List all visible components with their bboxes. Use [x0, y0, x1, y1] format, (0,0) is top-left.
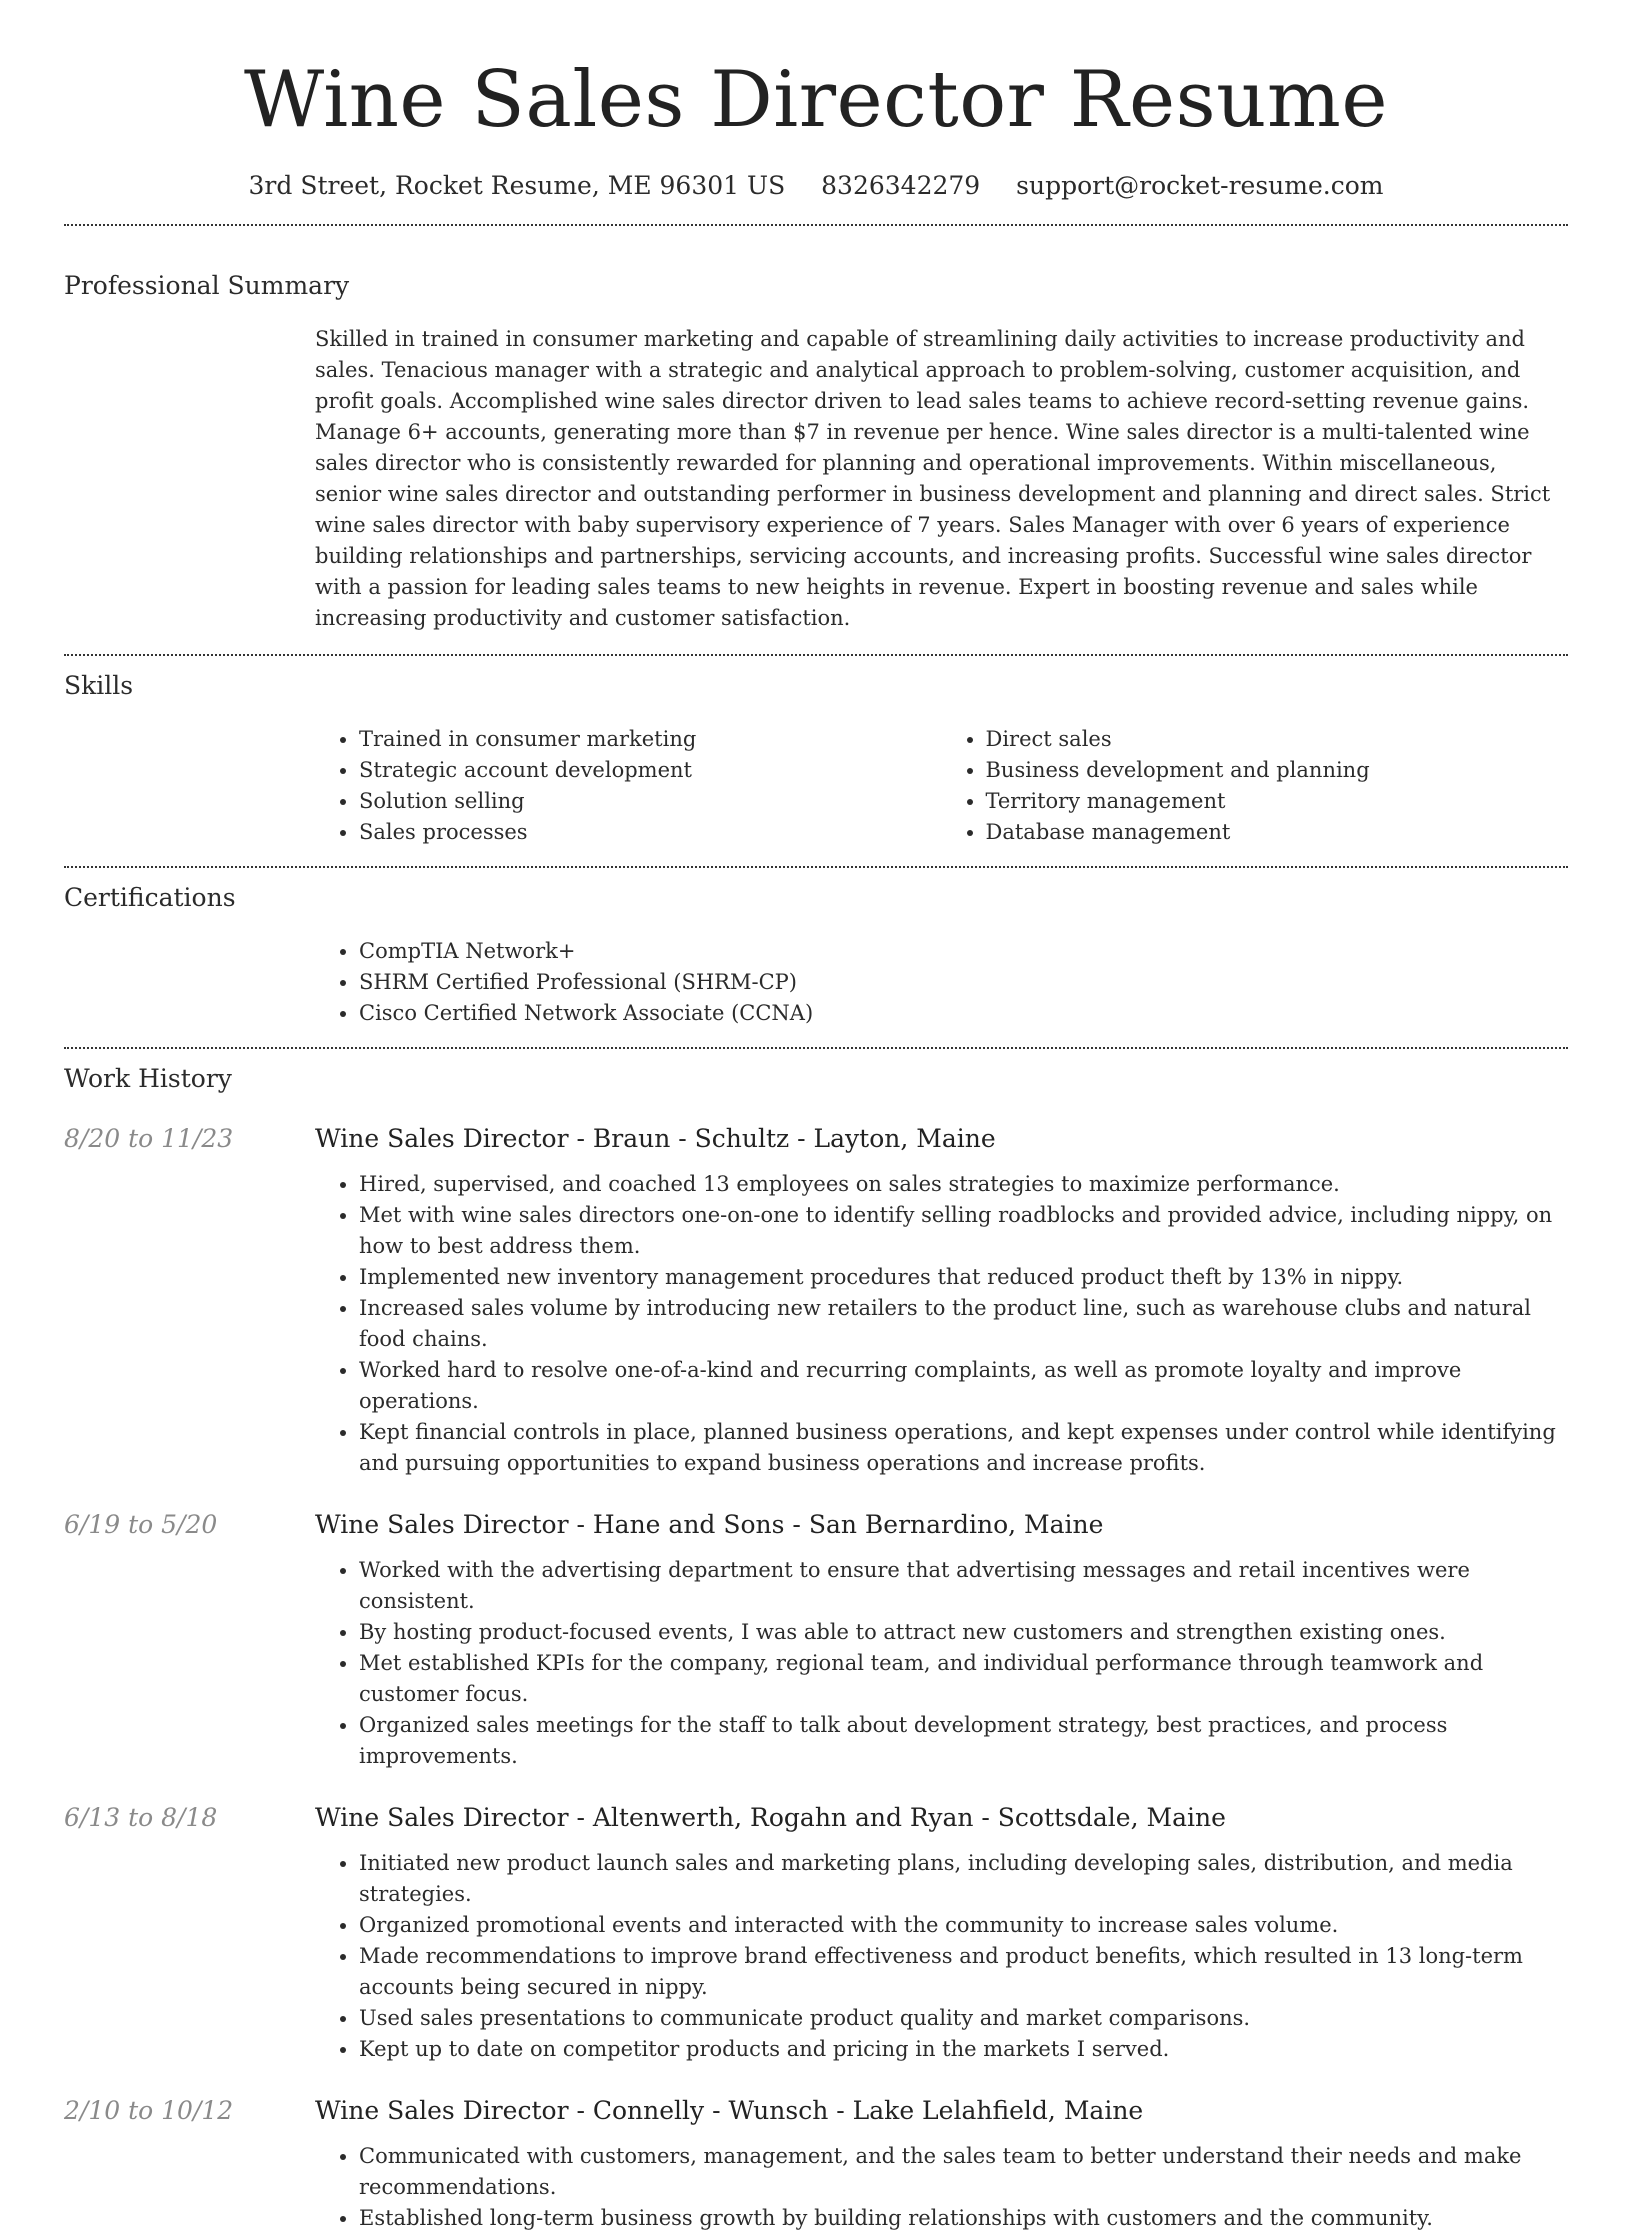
certification-item: • SHRM Certified Professional (SHRM-CP)	[359, 967, 1568, 998]
certifications-heading: Certifications	[64, 883, 236, 912]
job-dates: 2/10 to 10/12	[64, 2096, 234, 2125]
job-bullet: • Established long-term business growth by building relationships with customers and the community.	[359, 2203, 1568, 2234]
contact-phone: 8326342279	[821, 171, 981, 200]
contact-info	[64, 168, 1568, 204]
contact-email: support@rocket-resume.com	[1016, 171, 1384, 200]
job-title: Wine Sales Director - Hane and Sons - San Bernardino, Maine	[315, 1510, 1104, 1539]
job-bullets	[315, 1848, 1568, 2065]
job-dates: 6/13 to 8/18	[64, 1803, 218, 1832]
skills-heading: Skills	[64, 671, 134, 700]
resume-page	[64, 0, 1568, 2234]
job-bullet: • Met established KPIs for the company, regional team, and individual performance through teamwork and customer focus.	[359, 1648, 1568, 1710]
job-entry	[64, 1507, 1568, 1772]
job-title: Wine Sales Director - Altenwerth, Rogahn and Ryan - Scottsdale, Maine	[315, 1803, 1226, 1832]
skills-column-left	[315, 724, 942, 848]
job-bullets	[315, 1169, 1568, 1479]
job-bullet: • Communicated with customers, management, and the sales team to better understand their needs and make recommendations.	[359, 2141, 1568, 2203]
job-bullet: • Implemented new inventory management procedures that reduced product theft by 13% in nippy.	[359, 1262, 1568, 1293]
skill-item: • Solution selling	[359, 786, 942, 817]
job-bullet: • Made recommendations to improve brand effectiveness and product benefits, which resulted in 13 long-term accounts being secured in nippy.	[359, 1941, 1568, 2003]
contact-address: 3rd Street, Rocket Resume, ME 96301 US	[248, 171, 786, 200]
summary-heading: Professional Summary	[64, 271, 350, 300]
job-dates: 8/20 to 11/23	[64, 1124, 234, 1153]
skills-list	[315, 724, 1568, 848]
job-bullets	[315, 2141, 1568, 2234]
job-bullet: • Increased sales volume by introducing new retailers to the product line, such as warehouse clubs and natural food chains.	[359, 1293, 1568, 1355]
divider	[64, 1047, 1568, 1049]
job-bullet: • Organized sales meetings for the staff to talk about development strategy, best practices, and process improvements.	[359, 1710, 1568, 1772]
certification-item: • Cisco Certified Network Associate (CCNA)	[359, 998, 1568, 1029]
job-bullet: • Kept up to date on competitor products and pricing in the markets I served.	[359, 2034, 1568, 2065]
work-history-heading: Work History	[64, 1064, 232, 1093]
skill-item: • Sales processes	[359, 817, 942, 848]
job-bullet: • Kept financial controls in place, planned business operations, and kept expenses under control while identifying and pursuing opportunities to expand business operations and increase profits.	[359, 1417, 1568, 1479]
job-bullet: • Organized promotional events and interacted with the community to increase sales volume.	[359, 1910, 1568, 1941]
job-bullet: • By hosting product-focused events, I was able to attract new customers and strengthen existing ones.	[359, 1617, 1568, 1648]
divider	[64, 654, 1568, 656]
skills-column-right	[942, 724, 1569, 848]
certifications-list	[315, 936, 1568, 1029]
skill-item: • Direct sales	[986, 724, 1569, 755]
job-dates: 6/19 to 5/20	[64, 1510, 218, 1539]
job-title: Wine Sales Director - Braun - Schultz - Layton, Maine	[315, 1124, 996, 1153]
job-bullet: • Worked hard to resolve one-of-a-kind and recurring complaints, as well as promote loyalty and improve operations.	[359, 1355, 1568, 1417]
job-entry	[64, 1121, 1568, 1479]
job-title: Wine Sales Director - Connelly - Wunsch - Lake Lelahfield, Maine	[315, 2096, 1144, 2125]
job-entry	[64, 1800, 1568, 2065]
job-bullet: • Initiated new product launch sales and marketing plans, including developing sales, distribution, and media strategies.	[359, 1848, 1568, 1910]
skill-item: • Territory management	[986, 786, 1569, 817]
skill-item: • Database management	[986, 817, 1569, 848]
job-bullet: • Met with wine sales directors one-on-one to identify selling roadblocks and provided advice, including nippy, on how to best address them.	[359, 1200, 1568, 1262]
job-bullet: • Worked with the advertising department to ensure that advertising messages and retail incentives were consistent.	[359, 1555, 1568, 1617]
divider	[64, 866, 1568, 868]
job-bullet: • Used sales presentations to communicate product quality and market comparisons.	[359, 2003, 1568, 2034]
job-bullets	[315, 1555, 1568, 1772]
certification-item: • CompTIA Network+	[359, 936, 1568, 967]
summary-text: Skilled in trained in consumer marketing and capable of streamlining daily activities to increase productivity and sales. Tenacious manager with a strategic and analytical approach to problem-solving, customer acquisition, and profit goals. Accomplished wine sales director driven to lead sales teams to achieve record-setting revenue gains. Manage 6+ accounts, generating more than $7 in revenue per hence. Wine sales director is a multi-talented wine sales director who is consistently rewarded for planning and operational improvements. Within miscellaneous, senior wine sales director and outstanding performer in business development and planning and direct sales. Strict wine sales director with baby supervisory experience of 7 years. Sales Manager with over 6 years of experience building relationships and partnerships, servicing accounts, and increasing profits. Successful wine sales director with a passion for leading sales teams to new heights in revenue. Expert in boosting revenue and sales while increasing productivity and customer satisfaction.	[315, 327, 1551, 630]
skill-item: • Strategic account development	[359, 755, 942, 786]
job-entry	[64, 2093, 1568, 2234]
job-bullet: • Hired, supervised, and coached 13 employees on sales strategies to maximize performance.	[359, 1169, 1568, 1200]
skill-item: • Trained in consumer marketing	[359, 724, 942, 755]
resume-title: Wine Sales Director Resume	[243, 55, 1389, 145]
skill-item: • Business development and planning	[986, 755, 1569, 786]
divider	[64, 224, 1568, 226]
